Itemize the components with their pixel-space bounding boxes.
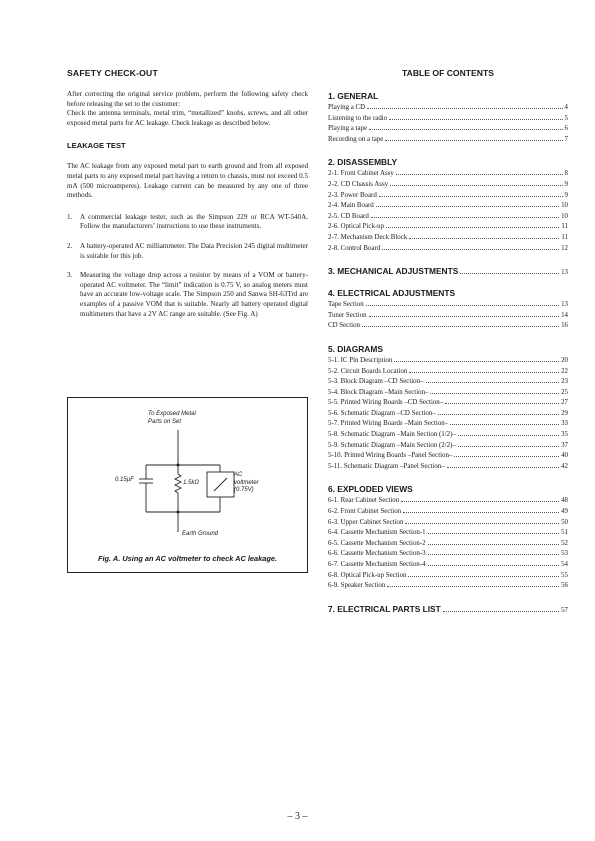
toc-entry[interactable] [328, 114, 568, 125]
toc-section [328, 91, 568, 145]
dot-leader [428, 544, 560, 545]
toc-entry[interactable] [328, 571, 568, 582]
toc-entry-title: 2-4. Main Board [328, 202, 374, 210]
toc-section [328, 344, 568, 473]
toc-page-number: 51 [561, 529, 568, 537]
toc-page-number: 55 [561, 571, 568, 579]
toc-page-number: 27 [561, 399, 568, 407]
toc-entry-title: 6-2. Front Cabinet Section [328, 508, 402, 516]
dot-leader [458, 435, 559, 436]
toc-section-title: 7. ELECTRICAL PARTS LIST [328, 603, 441, 614]
toc-entry-title: Recording on a tape [328, 135, 384, 143]
toc-entry[interactable] [328, 311, 568, 322]
toc-page-number: 22 [561, 367, 568, 375]
dot-leader [428, 554, 560, 555]
dot-leader [430, 393, 559, 394]
toc-section-heading[interactable] [328, 604, 568, 614]
dot-leader [401, 501, 559, 502]
dot-leader [405, 523, 559, 524]
toc-entry-title: 6-3. Upper Cabinet Section [328, 518, 404, 526]
figure-a [67, 397, 308, 573]
junction-dot [177, 464, 180, 467]
list-item-text: Measuring the voltage drop across a resistor by means of a VOM or battery-operated AC voltmeter. The “limit” indication is 0.75 V, so analog meters must have an accurate low-voltage scale. The Simpson 250 and Sanwa SH-63Trd are examples of a passive VOM that is suitable. Nearly all battery operated digital multimeters that have a 2V AC range are suitable. (See Fig. A) [80, 271, 308, 318]
toc-entry-title: 5-8. Schematic Diagram –Main Section (1/2)– [328, 431, 456, 439]
toc-page-number: 13 [561, 269, 568, 277]
toc-section [328, 288, 568, 332]
toc-entry[interactable] [328, 549, 568, 560]
toc-section [328, 157, 568, 254]
list-item-text: A battery-operated AC milliammeter. The Data Precision 245 digital multimeter is suitable for this job. [80, 241, 308, 260]
resistor-symbol [175, 474, 181, 493]
toc-entry-title: 2-7. Mechanism Deck Block [328, 233, 408, 241]
toc-entry-title: Tuner Section [328, 311, 367, 319]
leakage-test-text: The AC leakage from any exposed metal part to earth ground and from all exposed metal parts to any exposed metal part having a return to chassis, must not exceed 0.5 mA (500 microamperes). Leakage current can be measured by any one of three methods. [67, 162, 308, 200]
dot-leader [426, 382, 560, 383]
list-item-number: 3. [67, 271, 73, 280]
dot-leader [376, 206, 559, 207]
toc-entry-title: 6-8. Optical Pick-up Section [328, 571, 407, 579]
toc-entry[interactable] [328, 367, 568, 378]
toc-entry-title: 6-9. Speaker Section [328, 582, 386, 590]
toc-page-number: 11 [561, 223, 568, 231]
toc-section-title: 2. DISASSEMBLY [328, 157, 398, 168]
junction-dot [177, 511, 180, 514]
toc-page-number: 25 [561, 388, 568, 396]
toc-entry[interactable] [328, 222, 568, 233]
toc-page-number: 52 [561, 539, 568, 547]
toc-page-number: 9 [564, 180, 568, 188]
toc-page-number: 12 [561, 244, 568, 252]
toc-entry-title: 5-10. Printed Wiring Boards –Panel Section– [328, 452, 453, 460]
toc-entry[interactable] [328, 507, 568, 518]
toc-entry[interactable] [328, 451, 568, 462]
toc-entry[interactable] [328, 135, 568, 146]
earth-ground-label: Earth Ground [182, 531, 219, 537]
dot-leader [369, 316, 560, 317]
toc-page-number: 10 [561, 202, 568, 210]
safety-intro: After correcting the original service problem, perform the following safety check before releasing the set to the customer: [67, 90, 308, 108]
toc-entry[interactable] [328, 528, 568, 539]
toc-entry-title: 2-8. Control Board [328, 244, 381, 252]
toc-entry[interactable] [328, 581, 568, 592]
toc-section-title: 4. ELECTRICAL ADJUSTMENTS [328, 288, 456, 299]
dot-leader [394, 361, 559, 362]
dot-leader [460, 273, 559, 274]
toc-entry[interactable] [328, 321, 568, 332]
dot-leader [371, 217, 559, 218]
dot-leader [409, 372, 559, 373]
list-item-text: A commercial leakage tester, such as the Simpson 229 or RCA WT-540A. Follow the manufacturers’ instructions to use these instruments. [80, 212, 308, 231]
toc-page-number: 13 [561, 301, 568, 309]
dot-leader [366, 305, 559, 306]
toc-page-number: 8 [564, 170, 568, 178]
list-item [67, 242, 308, 261]
toc-entry[interactable] [328, 233, 568, 244]
toc-page-number: 9 [564, 191, 568, 199]
toc-entry[interactable] [328, 356, 568, 367]
toc-entry-title: 5-5. Printed Wiring Boards –CD Section– [328, 399, 444, 407]
toc-section-title: 1. GENERAL [328, 91, 379, 101]
dot-leader [389, 119, 562, 120]
toc-entry[interactable] [328, 244, 568, 255]
toc-page-number: 7 [564, 135, 568, 143]
toc-page-number: 10 [561, 212, 568, 220]
toc-entry[interactable] [328, 462, 568, 473]
toc-entry-title: 6-5. Cassette Mechanism Section-2 [328, 539, 426, 547]
dot-leader [386, 227, 559, 228]
toc-page-number: 20 [561, 356, 568, 364]
safety-title: SAFETY CHECK-OUT [67, 68, 158, 78]
toc-page-number: 57 [561, 606, 568, 614]
toc-page-number: 33 [561, 420, 568, 428]
list-item-number: 2. [67, 241, 73, 250]
dot-leader [438, 414, 559, 415]
toc-entry-title: 6-4. Cassette Mechanism Section-1 [328, 529, 426, 537]
toc-page-number: 56 [561, 582, 568, 590]
toc-entry[interactable] [328, 103, 568, 114]
toc-entry-title: 6-1. Rear Cabinet Section [328, 497, 400, 505]
toc-entry-title: 2-6. Optical Pick-up [328, 223, 385, 231]
toc-entry-title: 2-3. Power Board [328, 191, 377, 199]
toc-entry-title: 5-4. Block Diagram –Main Section– [328, 388, 429, 396]
toc-page-number: 50 [561, 518, 568, 526]
toc-section-title: 6. EXPLODED VIEWS [328, 484, 413, 495]
toc-title: TABLE OF CONTENTS [402, 68, 494, 78]
dot-leader [403, 512, 559, 513]
toc-page-number: 6 [564, 125, 568, 133]
toc-section [328, 604, 568, 614]
toc-page-number: 23 [561, 378, 568, 386]
dot-leader [458, 446, 559, 447]
toc-entry-title: 6-7. Cassette Mechanism Section-4 [328, 561, 426, 568]
toc-entry-title: Listening to the radio [328, 114, 388, 122]
list-item [67, 271, 308, 319]
toc-page-number: 16 [561, 322, 568, 330]
toc-page-number: 29 [561, 409, 568, 417]
toc-page-number: 5 [564, 114, 568, 122]
dot-leader [409, 238, 559, 239]
toc-entry-title: 5-11. Schematic Diagram –Panel Section– [328, 462, 445, 470]
toc-section [328, 266, 568, 276]
toc-section-title: 5. DIAGRAMS [328, 343, 383, 354]
dot-leader [387, 586, 559, 587]
toc-entry[interactable] [328, 398, 568, 409]
dot-leader [428, 565, 560, 566]
capacitor-label: 0.15µF [115, 477, 134, 483]
toc-entry[interactable] [328, 377, 568, 388]
toc-entry-title: 5-9. Schematic Diagram –Main Section (2/2)– [328, 441, 456, 449]
toc-entry[interactable] [328, 300, 568, 311]
list-item [67, 213, 308, 232]
toc-entry-title: Playing a CD [328, 104, 366, 111]
toc-entry-title: 5-3. Block Diagram –CD Section– [328, 378, 424, 386]
dot-leader [367, 108, 562, 109]
dot-leader [447, 467, 559, 468]
dot-leader [445, 403, 559, 404]
toc-page-number: 53 [561, 550, 568, 558]
toc-entry-title: CD Section [328, 322, 360, 330]
toc-entry-title: 6-6. Cassette Mechanism Section-3 [328, 550, 426, 558]
toc-entry[interactable] [328, 539, 568, 550]
dot-leader [390, 185, 562, 186]
toc-entry[interactable] [328, 430, 568, 441]
toc-entry-title: 5-7. Printed Wiring Boards –Main Section– [328, 420, 449, 428]
toc-entry[interactable] [328, 409, 568, 420]
toc-entry-title: 5-1. IC Pin Description [328, 356, 393, 364]
dot-leader [369, 129, 563, 130]
toc-entry-title: 2-1. Front Cabinet Assy [328, 170, 394, 178]
table-of-contents [328, 68, 568, 626]
toc-page-number: 37 [561, 441, 568, 449]
toc-section-title: 3. MECHANICAL ADJUSTMENTS [328, 266, 459, 277]
toc-entry-title: Playing a tape [328, 125, 368, 133]
toc-entry[interactable] [328, 496, 568, 507]
leakage-methods-list [67, 213, 308, 319]
toc-entry[interactable] [328, 191, 568, 202]
toc-entry[interactable] [328, 388, 568, 399]
leakage-test-title: LEAKAGE TEST [67, 141, 126, 151]
toc-entry-title: Tape Section [328, 301, 364, 309]
toc-entry-title: 2-2. CD Chassis Assy [328, 180, 389, 188]
toc-entry[interactable] [328, 201, 568, 212]
dot-leader [450, 424, 559, 425]
dot-leader [396, 174, 563, 175]
page-number: – 3 – [287, 811, 308, 822]
toc-entry[interactable] [328, 441, 568, 452]
dot-leader [443, 611, 559, 612]
safety-intro-2: Check the antenna terminals, metal trim, “metallized” knobs, screws, and all other exposed metal parts for AC leakage. Check leakage as described below. [67, 109, 308, 127]
dot-leader [379, 196, 563, 197]
exposed-metal-label: To Exposed Metal Parts on Set [148, 411, 196, 425]
toc-entry[interactable] [328, 518, 568, 529]
toc-entry[interactable] [328, 169, 568, 180]
toc-page-number: 35 [561, 431, 568, 439]
toc-page-number: 4 [564, 104, 568, 111]
toc-page-number: 42 [561, 462, 568, 470]
safety-section [67, 68, 308, 329]
toc-entry[interactable] [328, 212, 568, 223]
voltmeter-needle [214, 478, 227, 491]
toc-page-number: 11 [561, 233, 568, 241]
toc-entry[interactable] [328, 560, 568, 571]
dot-leader [382, 249, 559, 250]
list-item-number: 1. [67, 212, 73, 221]
toc-entry-title: 5-2. Circuit Boards Location [328, 367, 408, 375]
dot-leader [385, 140, 562, 141]
figure-caption: Fig. A. Using an AC voltmeter to check AC leakage. [97, 554, 278, 563]
toc-page-number: 40 [561, 452, 568, 460]
toc-entry[interactable] [328, 419, 568, 430]
toc-page-number: 49 [561, 508, 568, 516]
toc-page-number: 54 [561, 561, 568, 568]
dot-leader [454, 456, 559, 457]
voltmeter-label: AC voltmeter (0.75V) [234, 472, 259, 493]
toc-entry-title: 2-5. CD Board [328, 212, 369, 220]
toc-entry[interactable] [328, 124, 568, 135]
resistor-label: 1.5kΩ [183, 480, 199, 486]
toc-entry[interactable] [328, 180, 568, 191]
dot-leader [362, 326, 559, 327]
toc-entry-title: 5-6. Schematic Diagram –CD Section– [328, 409, 436, 417]
dot-leader [428, 533, 560, 534]
dot-leader [408, 576, 559, 577]
toc-page-number: 14 [561, 311, 568, 319]
toc-page-number: 48 [561, 497, 568, 505]
toc-section-heading[interactable] [328, 266, 568, 276]
toc-section [328, 484, 568, 591]
